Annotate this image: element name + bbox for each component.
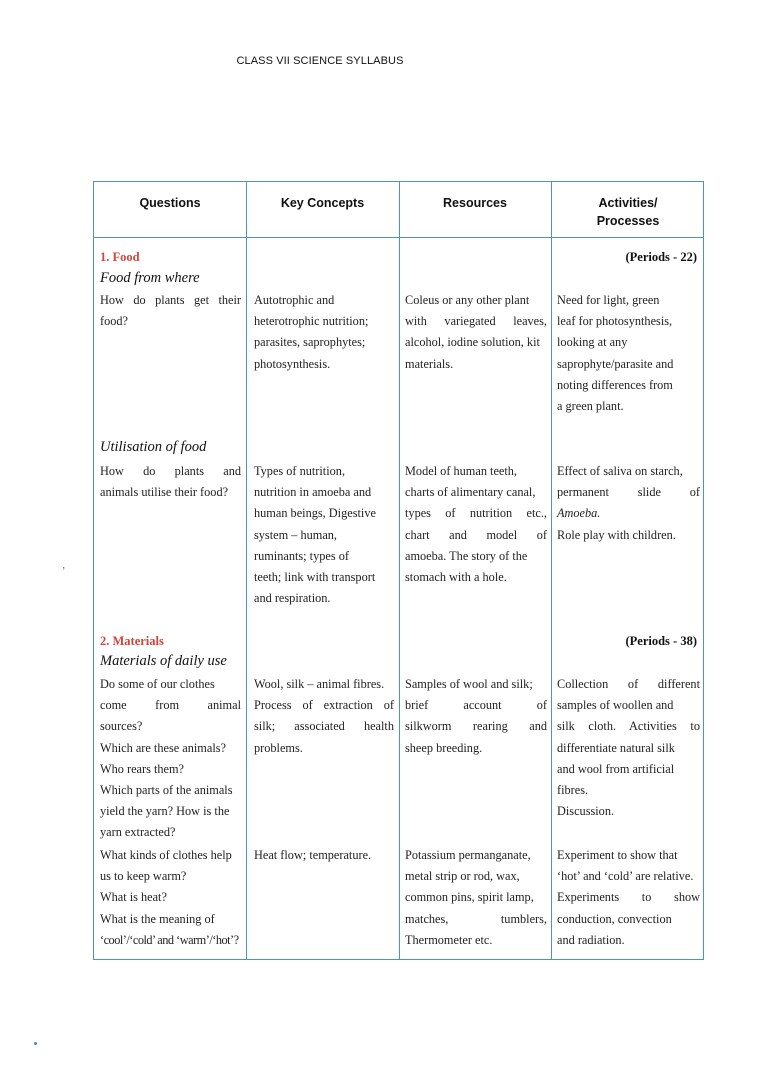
- resources-cell: Coleus or any other plant with variegated leaves, alcohol, iodine solution, kit materials.: [405, 293, 547, 371]
- activities-cell: Experiment to show that ‘hot’ and ‘cold’ are relative. Experiments to show conduction, convection and radiation.: [557, 848, 700, 947]
- key-concepts-cell: Heat flow; temperature.: [254, 848, 372, 862]
- questions-cell: How do plants and animals utilise their food?: [100, 464, 241, 500]
- corner-dot: [34, 1042, 37, 1045]
- resources-cell: Samples of wool and silk; brief account of silkworm rearing and sheep breeding.: [405, 677, 547, 755]
- section-periods-materials: (Periods - 38): [625, 634, 697, 648]
- activities-cell: Collection of different samples of woollen and silk cloth. Activities to differentiate natural silk and wool from artificial fibres. Discussion.: [557, 677, 700, 819]
- column-header-questions: Questions: [139, 196, 201, 210]
- column-header-key-concepts: Key Concepts: [280, 196, 365, 210]
- activities-cell: Effect of saliva on starch, permanent slide of Amoeba. Role play with children.: [557, 464, 700, 542]
- activities-cell: Need for light, green leaf for photosynthesis, looking at any saprophyte/parasite and noting differences from a green plant.: [557, 293, 674, 413]
- key-concepts-cell: Wool, silk – animal fibres. Process of extraction of silk; associated health problems.: [254, 677, 394, 755]
- section-periods-food: (Periods - 22): [625, 250, 697, 264]
- questions-cell: What kinds of clothes help us to keep warm? What is heat? What is the meaning of ‘cool’/‘cold’ and ‘warm’/‘hot’?: [100, 848, 239, 947]
- column-divider: [551, 182, 552, 959]
- section-title-materials: 2. Materials: [100, 634, 164, 648]
- section-title-food: 1. Food: [100, 250, 140, 264]
- subsection-title-materials-of-daily-use: Materials of daily use: [100, 653, 227, 669]
- syllabus-table: [93, 181, 704, 960]
- key-concepts-cell: Types of nutrition, nutrition in amoeba and human beings, Digestive system – human, ruminants; types of teeth; link with transport and respiration.: [254, 464, 376, 606]
- subsection-title-food-from-where: Food from where: [100, 270, 200, 286]
- questions-cell: How do plants get their food?: [100, 293, 241, 329]
- column-divider: [399, 182, 400, 959]
- resources-cell: Potassium permanganate, metal strip or rod, wax, common pins, spirit lamp, matches, tumblers, Thermometer etc.: [405, 848, 547, 947]
- header-divider: [94, 237, 703, 238]
- questions-cell: Do some of our clothes come from animal sources? Which are these animals? Who rears them? Which parts of the animals yield the yarn? How is the yarn extracted?: [100, 677, 241, 840]
- column-divider: [246, 182, 247, 959]
- page-header: CLASS VII SCIENCE SYLLABUS: [236, 55, 404, 67]
- subsection-title-utilisation-of-food: Utilisation of food: [100, 439, 207, 455]
- column-header-activities: Activities/ Processes: [596, 196, 660, 228]
- column-header-resources: Resources: [443, 196, 507, 210]
- resources-cell: Model of human teeth, charts of alimentary canal, types of nutrition etc., chart and model of amoeba. The story of the stomach with a hole.: [405, 464, 547, 584]
- stray-mark: ’: [62, 566, 66, 577]
- key-concepts-cell: Autotrophic and heterotrophic nutrition; parasites, saprophytes; photosynthesis.: [254, 293, 369, 371]
